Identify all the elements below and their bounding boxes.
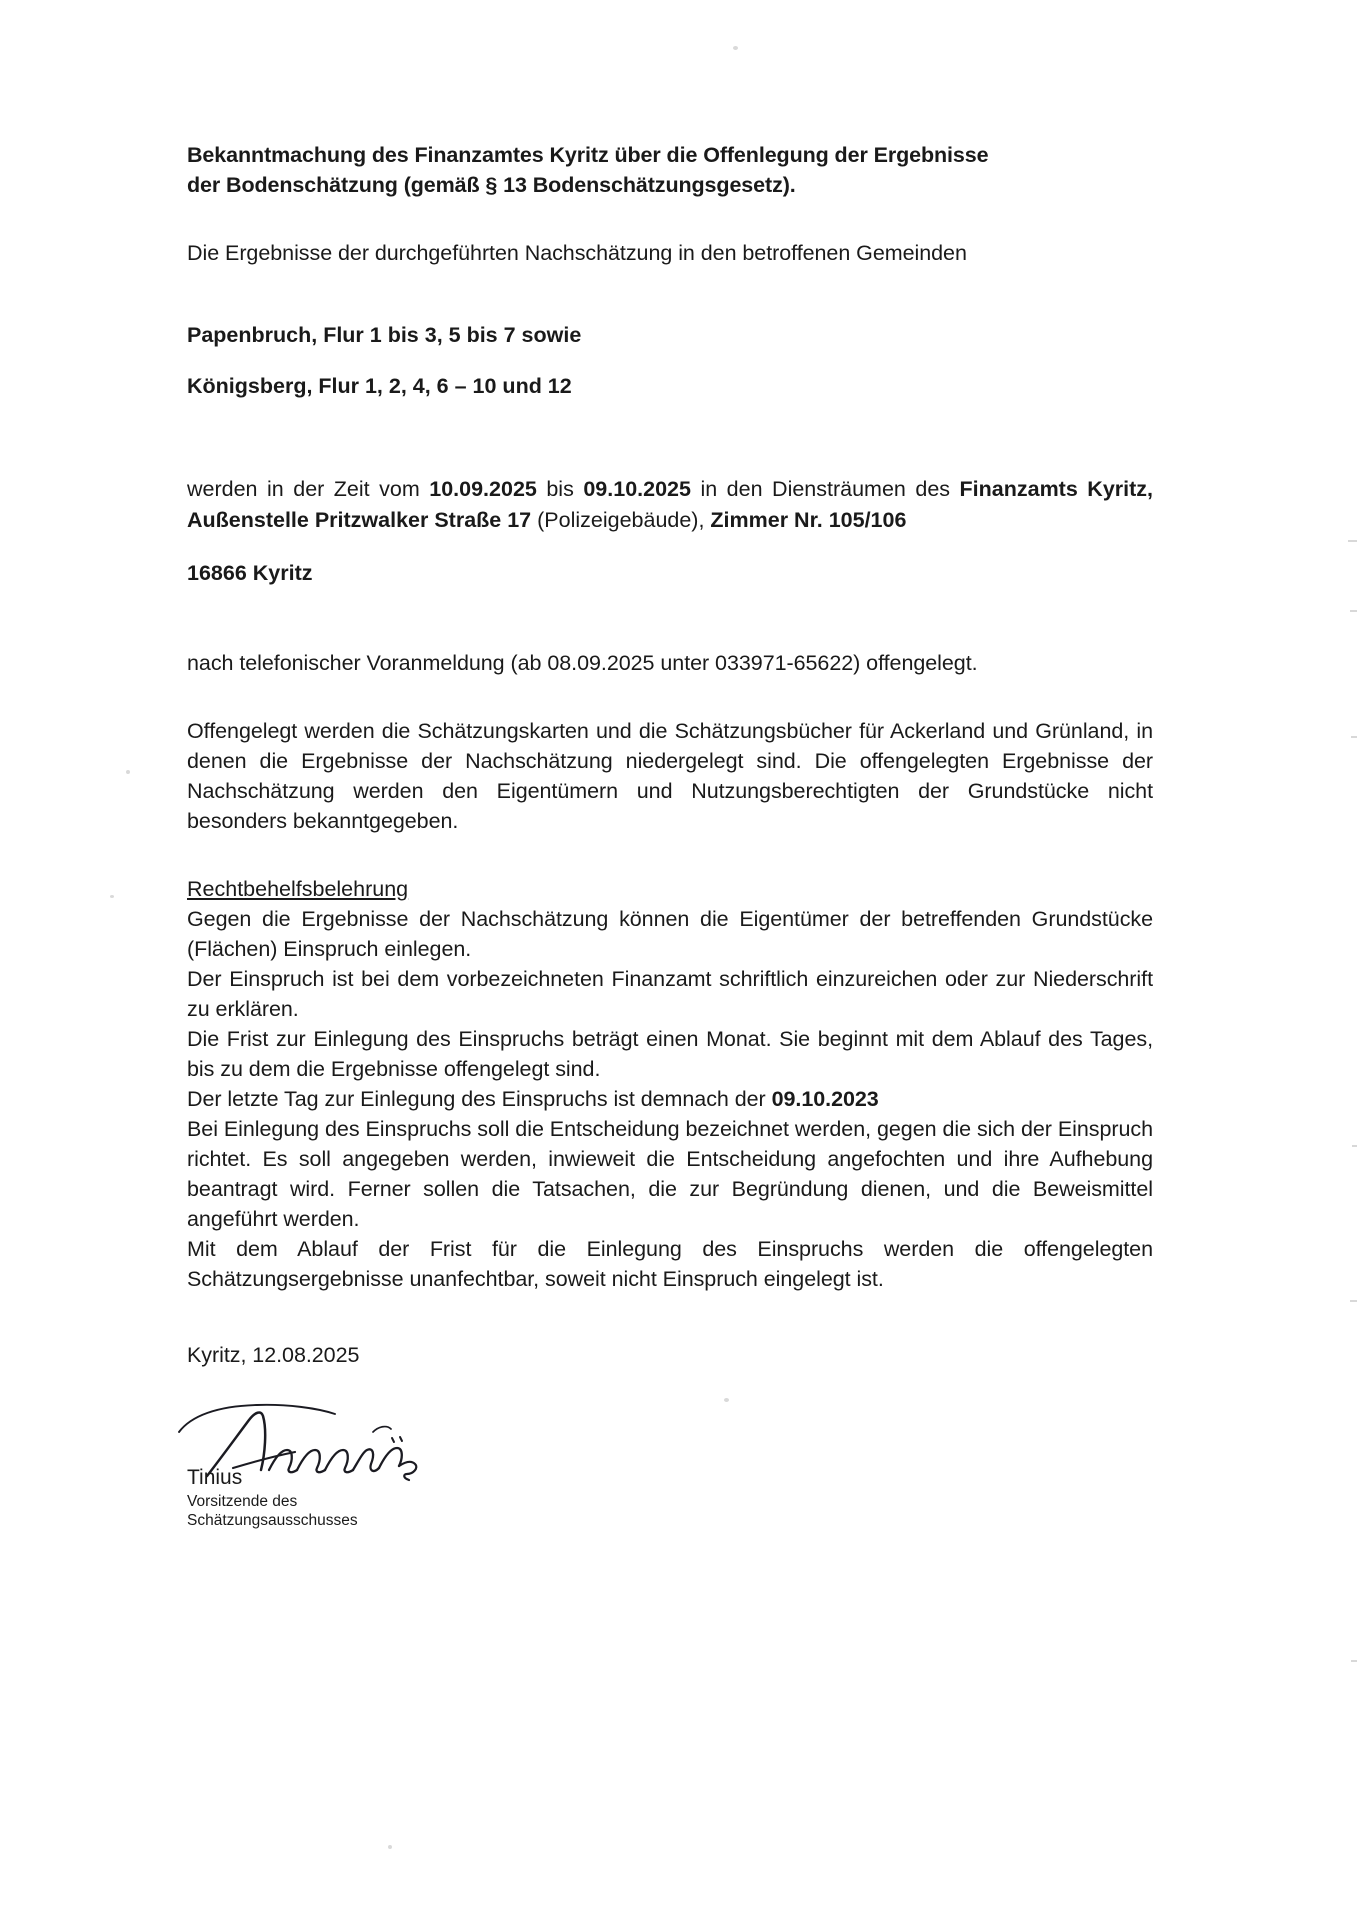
office-address: Finanzamts Kyritz, Außenstelle Pritzwalker Straße 17: [187, 477, 1154, 532]
scan-speck: [388, 1845, 392, 1849]
scan-edge-mark: [1351, 1660, 1357, 1662]
legal-remedy-section: [187, 874, 1153, 1294]
scan-edge-mark: [1351, 736, 1357, 738]
spacer: [187, 610, 1153, 648]
spacer: [187, 200, 1153, 238]
signatory-role-line-2: Schätzungsausschusses: [187, 1512, 358, 1529]
place-and-date: Kyritz, 12.08.2025: [187, 1343, 360, 1367]
page-title: [187, 140, 1153, 200]
spacer: [187, 678, 1153, 716]
legal-remedy-line: Der Einspruch ist bei dem vorbezeichneten Finanzamt schriftlich einzureichen oder zur Niederschrift zu erklären.: [187, 967, 1153, 1021]
municipality-item: Papenbruch, Flur 1 bis 3, 5 bis 7 sowie: [187, 322, 582, 347]
legal-remedy-heading: Rechtbehelfsbelehrung: [187, 877, 409, 901]
office-zip-city: 16866 Kyritz: [187, 560, 313, 585]
spacer: [187, 423, 1153, 453]
period-date-to: 09.10.2025: [583, 477, 691, 501]
scan-edge-mark: [1350, 610, 1357, 612]
disclosure-period-block: [187, 474, 1153, 589]
deadline-date: 09.10.2023: [771, 1087, 879, 1111]
legal-remedy-line: Mit dem Ablauf der Frist für die Einlegung des Einspruchs werden die offengelegten Schätzungsergebnisse unanfechtbar, soweit nicht Einspruch eingelegt ist.: [187, 1237, 1153, 1291]
scan-edge-mark: [1352, 1145, 1357, 1147]
title-line-2: der Bodenschätzung (gemäß § 13 Bodenschätzungsgesetz).: [187, 173, 796, 197]
spacer: [187, 1294, 1153, 1340]
signatory-name: Tinius: [187, 1466, 243, 1489]
municipality-item: Königsberg, Flur 1, 2, 4, 6 – 10 und 12: [187, 374, 572, 398]
intro-paragraph: Die Ergebnisse der durchgeführten Nachschätzung in den betroffenen Gemeinden: [187, 241, 967, 265]
scan-edge-mark: [1350, 1300, 1357, 1302]
spacer: [187, 268, 1153, 298]
legal-remedy-deadline: [187, 1084, 1153, 1114]
municipality-list: [187, 320, 1153, 402]
period-address-paragraph: [187, 474, 1153, 536]
legal-remedy-line: Die Frist zur Einlegung des Einspruchs beträgt einen Monat. Sie beginnt mit dem Ablauf des Tages, bis zu dem die Ergebnisse offengelegt sind.: [187, 1027, 1153, 1081]
deadline-prefix: Der letzte Tag zur Einlegung des Einspruchs ist demnach der: [187, 1087, 772, 1111]
spacer: [187, 836, 1153, 874]
appointment-note: nach telefonischer Voranmeldung (ab 08.09.2025 unter 033971-65622) offengelegt.: [187, 651, 978, 675]
period-date-from: 10.09.2025: [429, 477, 537, 501]
document-body: [187, 140, 1154, 1529]
scan-edge-mark: [1348, 540, 1357, 542]
legal-remedy-line: Gegen die Ergebnisse der Nachschätzung können die Eigentümer der betreffenden Grundstücke (Flächen) Einspruch einlegen.: [187, 907, 1153, 961]
period-middle: bis: [536, 477, 584, 501]
building-note: (Polizeigebäude),: [531, 508, 711, 532]
period-prefix: werden in der Zeit vom: [187, 477, 430, 501]
scan-speck: [110, 895, 114, 898]
disclosure-paragraph: Offengelegt werden die Schätzungskarten und die Schätzungsbücher für Ackerland und Grünland, in denen die Ergebnisse der Nachschätzung niedergelegt sind. Die offengelegten Ergebnisse der Nachschätzung werden den Eigentümern und Nutzungsberechtigten der Grundstücke nicht besonders bekanntgegeben.: [187, 719, 1153, 833]
period-suffix: in den Diensträumen des: [690, 477, 960, 501]
signature-block: [187, 1404, 1153, 1529]
scan-speck: [126, 770, 130, 774]
room-number: Zimmer Nr. 105/106: [710, 508, 907, 532]
title-line-1: Bekanntmachung des Finanzamtes Kyritz über die Offenlegung der Ergebnisse: [187, 143, 989, 167]
legal-remedy-line: Bei Einlegung des Einspruchs soll die Entscheidung bezeichnet werden, gegen die sich der Einspruch richtet. Es soll angegeben werden, inwieweit die Entscheidung angefochten und ihre Aufhebung beantragt wird. Ferner sollen die Tatsachen, die zur Begründung dienen, und die Beweismittel angeführt werden.: [187, 1117, 1153, 1231]
scan-speck: [733, 46, 738, 50]
signatory-role-line-1: Vorsitzende des: [187, 1493, 298, 1510]
